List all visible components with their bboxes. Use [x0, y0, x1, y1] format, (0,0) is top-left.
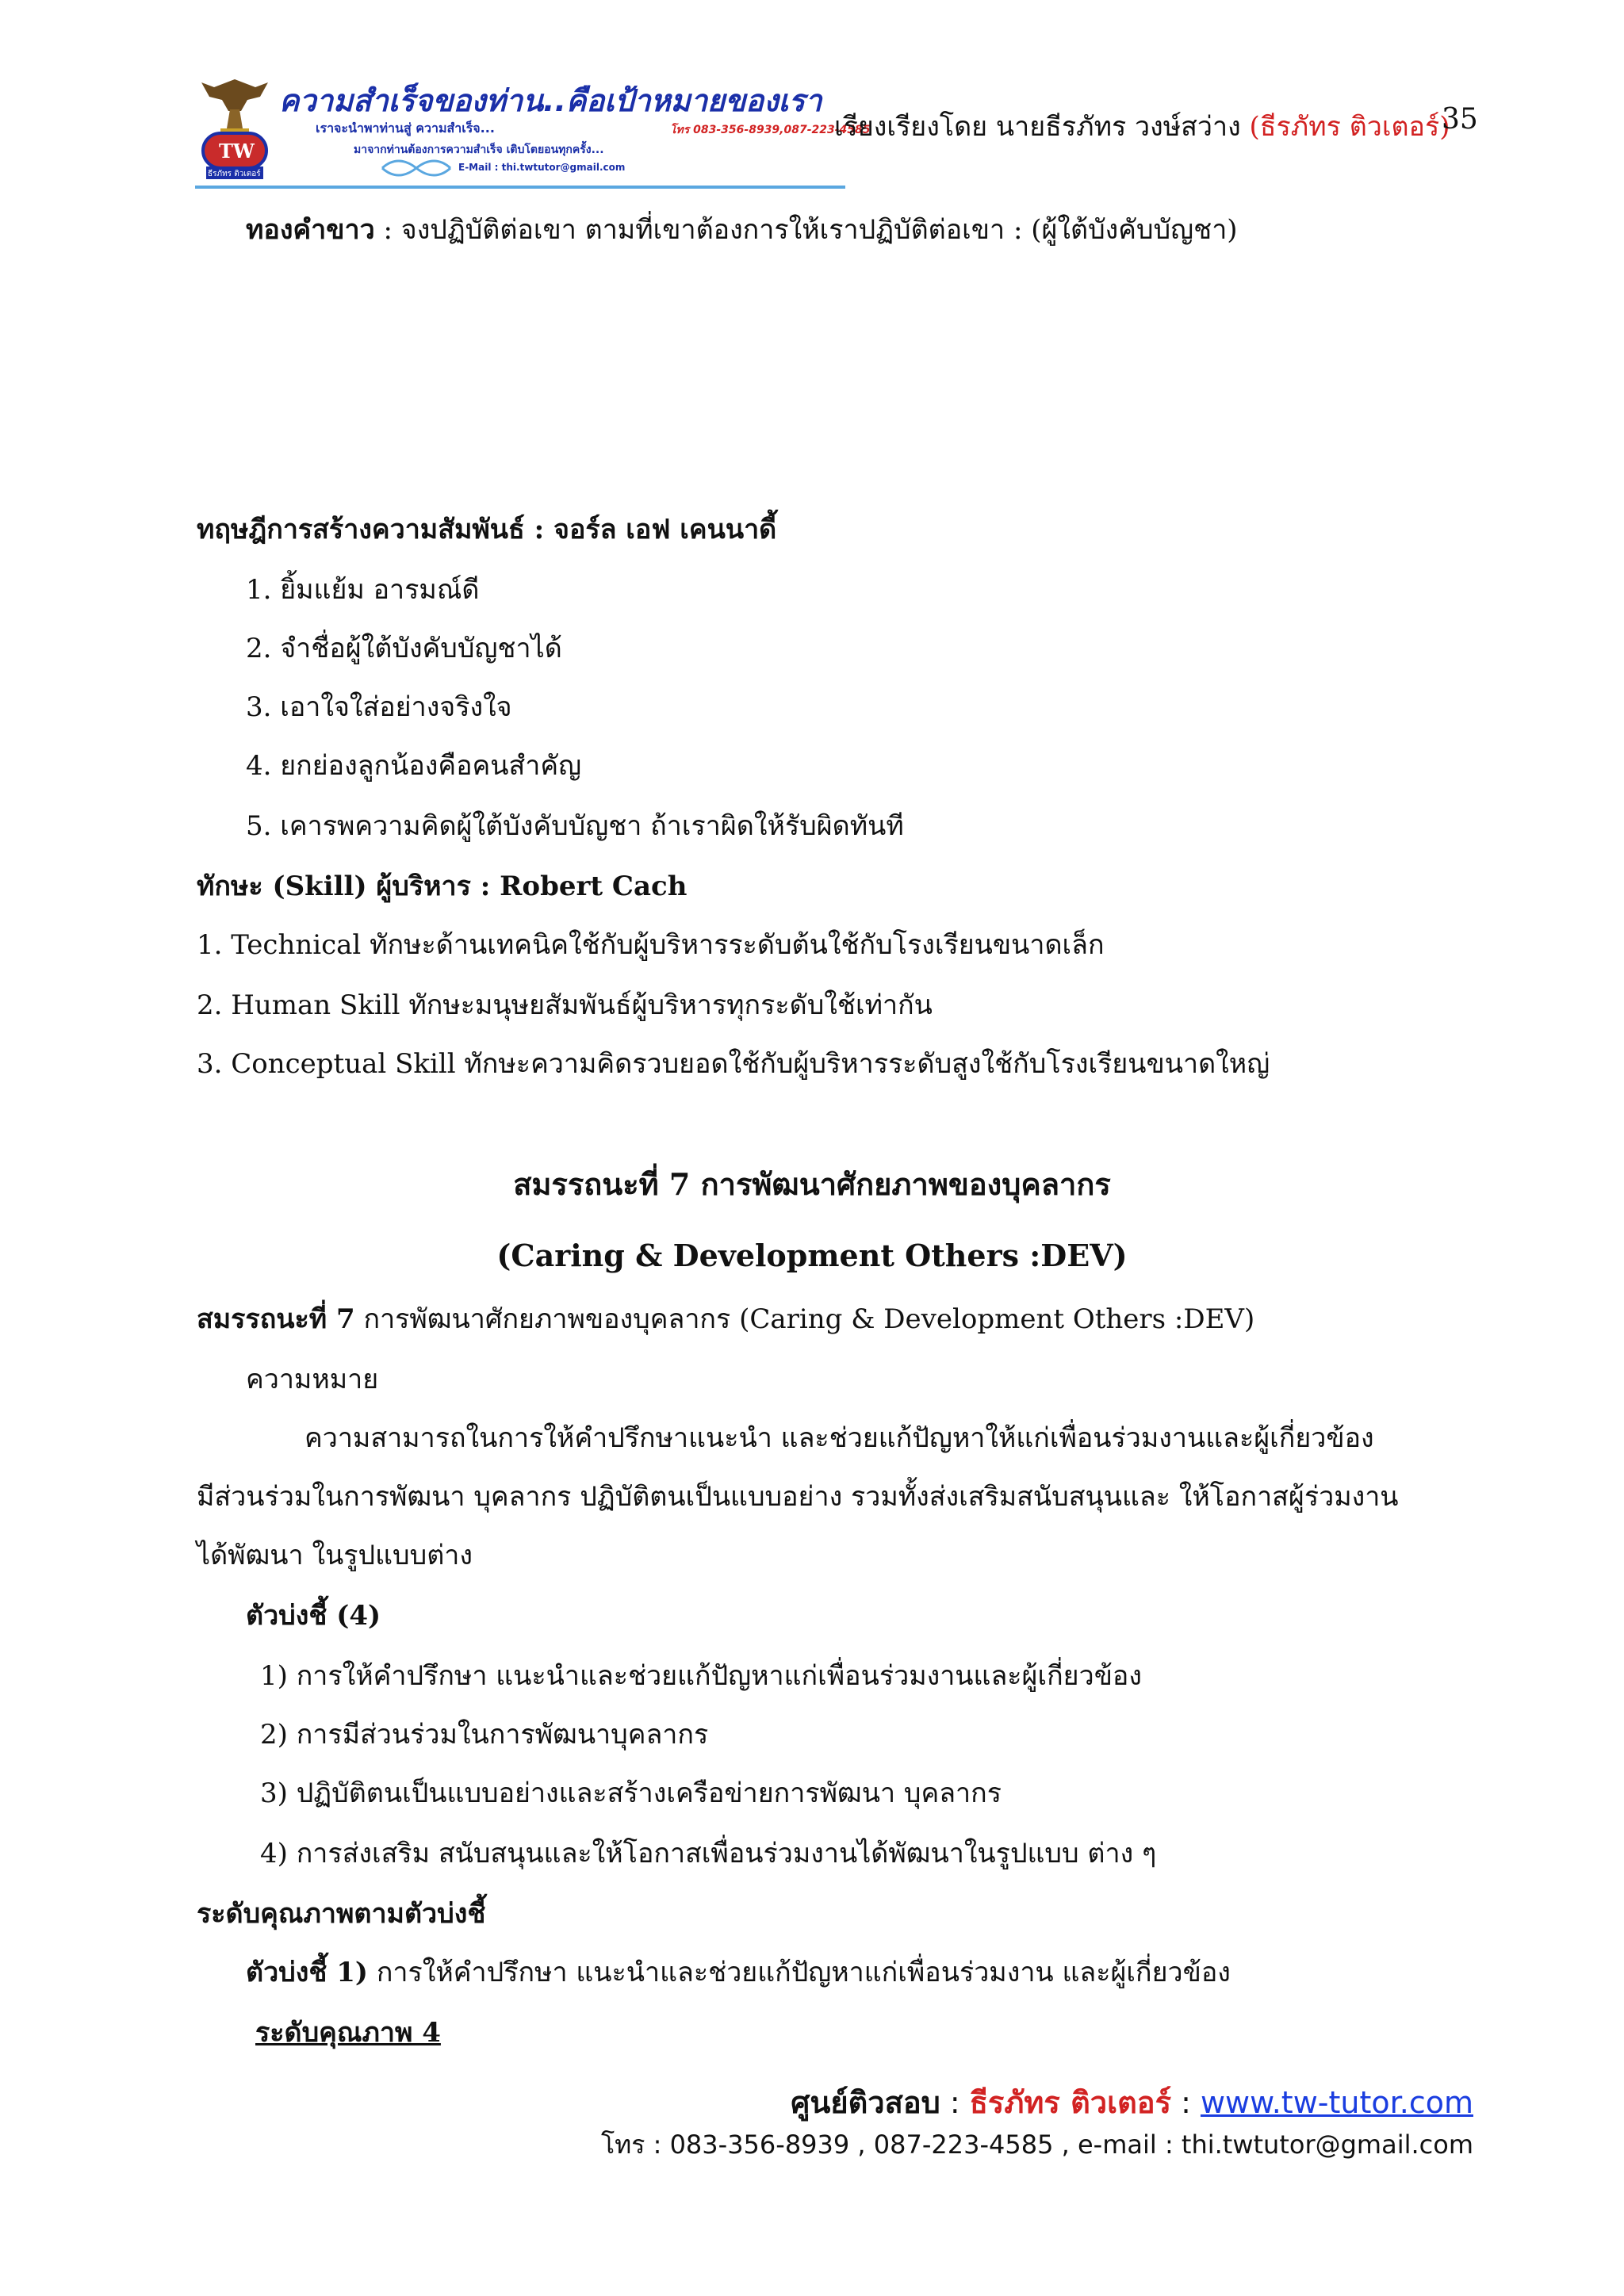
indicator-item: 3) ปฏิบัติตนเป็นแบบอย่างและสร้างเครือข่ายการพัฒนา บุคลากร	[260, 1777, 1002, 1809]
logo-phone: โทร 083-356-8939,087-223-4585	[670, 124, 871, 136]
header-divider	[195, 186, 845, 189]
list-item: 1. Technical ทักษะด้านเทคนิคใช้กับผู้บริหารระดับต้นใช้กับโรงเรียนขนาดเล็ก	[197, 929, 1105, 961]
relationship-title: ทฤษฎีการสร้างความสัมพันธ์ : จอร์ล เอฟ เคนนาดี้	[197, 514, 777, 545]
logo-email: E-Mail : thi.twtutor@gmail.com	[458, 162, 626, 173]
indicator-item: 4) การส่งเสริม สนับสนุนและให้โอกาสเพื่อนร่วมงานได้พัฒนาในรูปแบบ ต่าง ๆ	[260, 1838, 1157, 1869]
indicator-1-label: ตัวบ่งชี้ 1)	[246, 1957, 369, 1988]
footer-name: ธีรภัทร ติวเตอร์	[969, 2085, 1171, 2120]
logo-ribbon: ธีรภัทร ติวเตอร์	[208, 170, 261, 178]
competency-intro	[197, 1302, 1254, 1337]
meaning-line: มีส่วนร่วมในการพัฒนา บุคลากร ปฏิบัติตนเป็นแบบอย่าง รวมทั้งส่งเสริมสนับสนุนและ ให้โอกาสผู้ร่วมงาน	[197, 1481, 1399, 1513]
skills-title: ทักษะ (Skill) ผู้บริหาร : Robert Cach	[197, 871, 688, 902]
footer-label: ศูนย์ติวสอบ	[791, 2085, 940, 2120]
golden-rule-label: ทองคำขาว	[246, 214, 375, 246]
logo-subtitle-2: มาจากท่านต้องการความสำเร็จ เติบโตยอนทุกครั้ง...	[354, 144, 604, 156]
logo-subtitle-1: เราจะนำพาท่านสู่ ความสำเร็จ...	[316, 121, 495, 136]
indicator-1	[246, 1955, 1231, 1990]
list-item: 1. ยิ้มแย้ม อารมณ์ดี	[246, 574, 480, 606]
golden-rule	[246, 212, 1238, 247]
ornament-icon	[381, 159, 452, 178]
footer-sep: :	[940, 2085, 970, 2120]
level-label: ระดับคุณภาพ 4	[255, 2017, 441, 2049]
list-item: 3. เอาใจใส่อย่างจริงใจ	[246, 691, 512, 723]
indicators-title: ตัวบ่งชี้ (4)	[246, 1600, 381, 1632]
compiled-by-text: เรียงเรียงโดย นายธีรภัทร วงษ์สว่าง	[834, 111, 1241, 143]
list-item: 2. Human Skill ทักษะมนุษยสัมพันธ์ผู้บริหารทุกระดับใช้เท่ากัน	[197, 989, 933, 1021]
golden-rule-text: : จงปฏิบัติต่อเขา ตามที่เขาต้องการให้เราปฏิบัติต่อเขา : (ผู้ใต้บังคับบัญชา)	[374, 214, 1238, 246]
list-item: 3. Conceptual Skill ทักษะความคิดรวบยอดใช้กับผู้บริหารระดับสูงใช้กับโรงเรียนขนาดใหญ่	[197, 1048, 1270, 1080]
quality-title: ระดับคุณภาพตามตัวบ่งชี้	[197, 1898, 486, 1930]
footer-center	[791, 2078, 1473, 2126]
competency-heading-th: สมรรถนะที่ 7 การพัฒนาศักยภาพของบุคลากร	[513, 1166, 1111, 1202]
indicator-item: 1) การให้คำปรึกษา แนะนำและช่วยแก้ปัญหาแก่เพื่อนร่วมงานและผู้เกี่ยวข้อง	[260, 1660, 1142, 1692]
logo-badge	[198, 73, 271, 184]
competency-heading-en: (Caring & Development Others :DEV)	[496, 1238, 1128, 1273]
list-item: 4. ยกย่องลูกน้องคือคนสำคัญ	[246, 750, 582, 782]
competency-intro-label: สมรรถนะที่ 7	[197, 1303, 355, 1335]
eagle-logo-icon	[198, 73, 271, 184]
meaning-line: ได้พัฒนา ในรูปแบบต่าง	[197, 1540, 473, 1571]
meaning-line: ความสามารถในการให้คำปรึกษาแนะนำ และช่วยแก้ปัญหาให้แก่เพื่อนร่วมงานและผู้เกี่ยวข้อง	[304, 1422, 1374, 1454]
footer-contact: โทร : 083-356-8939 , 087-223-4585 , e-mail : thi.twtutor@gmail.com	[600, 2130, 1473, 2160]
footer-sep: :	[1171, 2085, 1201, 2120]
indicator-1-text: การให้คำปรึกษา แนะนำและช่วยแก้ปัญหาแก่เพื่อนร่วมงาน และผู้เกี่ยวข้อง	[368, 1957, 1231, 1988]
logo-text: TW	[219, 140, 255, 163]
logo-slogan: ความสำเร็จของท่าน..คือเป้าหมายของเรา	[279, 83, 822, 118]
meaning-label: ความหมาย	[246, 1364, 379, 1395]
page-number: 35	[1442, 103, 1478, 136]
compiled-by-name: (ธีรภัทร ติวเตอร์)	[1249, 111, 1450, 143]
header-compiled-by	[834, 105, 1450, 147]
indicator-item: 2) การมีส่วนร่วมในการพัฒนาบุคลากร	[260, 1719, 709, 1751]
list-item: 2. จำชื่อผู้ใต้บังคับบัญชาได้	[246, 633, 562, 664]
footer-website-link[interactable]: www.tw-tutor.com	[1200, 2085, 1473, 2120]
list-item: 5. เคารพความคิดผู้ใต้บังคับบัญชา ถ้าเราผิดให้รับผิดทันที	[246, 810, 904, 842]
competency-intro-text: การพัฒนาศักยภาพของบุคลากร (Caring & Development Others :DEV)	[354, 1303, 1255, 1335]
